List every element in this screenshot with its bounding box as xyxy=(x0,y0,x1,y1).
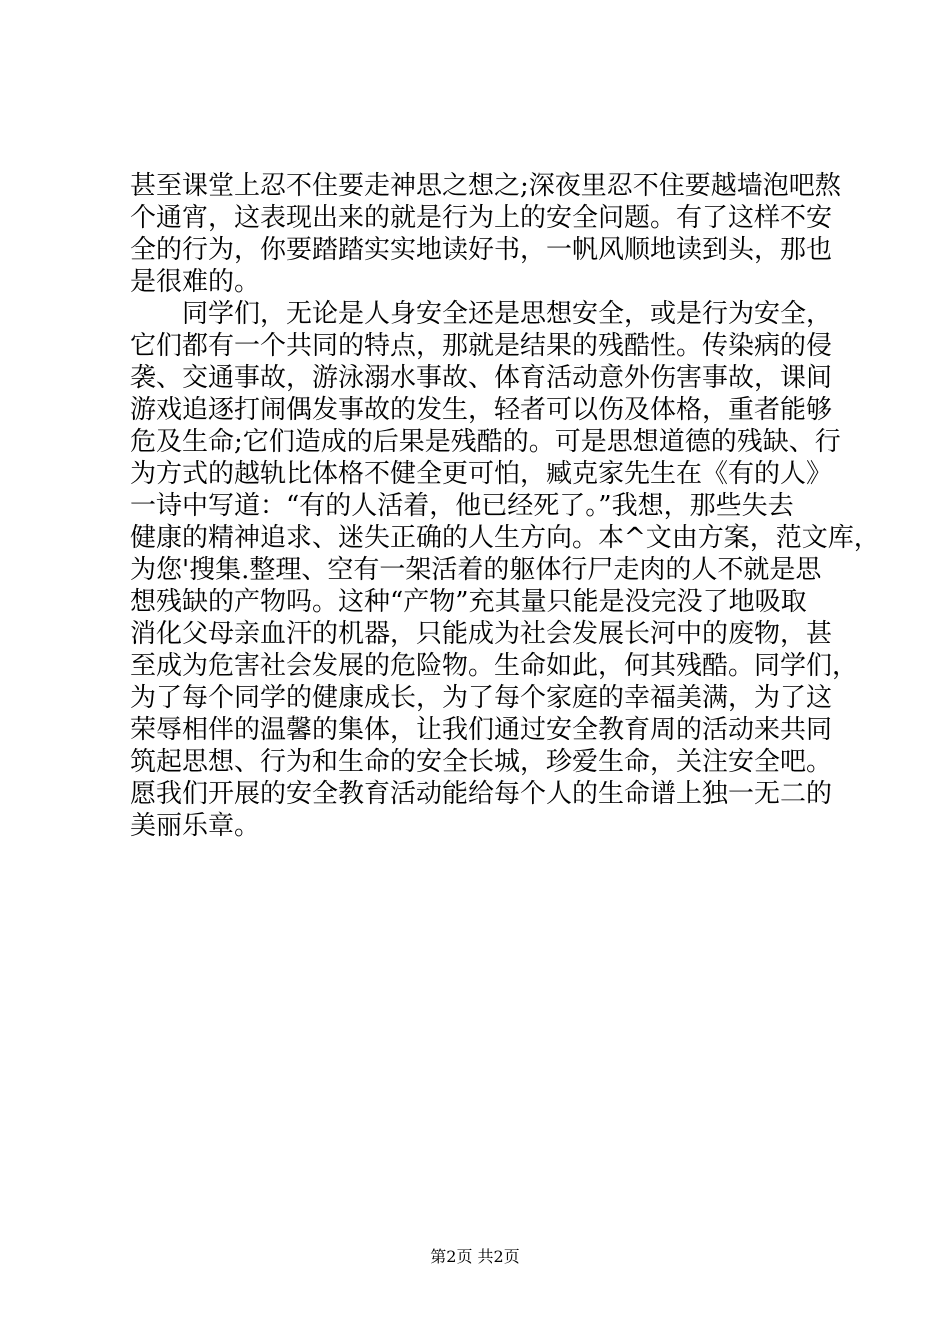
text-line: 一诗中写道：“有的人活着，他已经死了。”我想，那些失去 xyxy=(130,491,794,521)
text-line: 想残缺的产物吗。这种“产物”充其量只能是没完没了地吸取 xyxy=(130,587,807,617)
text-line: 甚至课堂上忍不住要走神思之想之;深夜里忍不住要越墙泡吧熬 xyxy=(130,171,841,201)
text-line: 是很难的。 xyxy=(130,267,261,297)
text-line: 同学们，无论是人身安全还是思想安全，或是行为安全， xyxy=(130,299,833,329)
text-line: 游戏追逐打闹偶发事故的发生，轻者可以伤及体格，重者能够 xyxy=(130,395,833,425)
text-line: 健康的精神追求、迷失正确的人生方向。本^文由方案，范文库， xyxy=(130,523,880,553)
text-line: 它们都有一个共同的特点，那就是结果的残酷性。传染病的侵 xyxy=(130,331,833,361)
text-line: 荣辱相伴的温馨的集体，让我们通过安全教育周的活动来共同 xyxy=(130,715,833,745)
text-line: 美丽乐章。 xyxy=(130,811,261,841)
text-line: 全的行为，你要踏踏实实地读好书，一帆风顺地读到头，那也 xyxy=(130,235,833,265)
text-line: 个通宵，这表现出来的就是行为上的安全问题。有了这样不安 xyxy=(130,203,833,233)
text-line: 为方式的越轨比体格不健全更可怕，臧克家先生在《有的人》 xyxy=(130,459,833,489)
text-line: 为您'搜集.整理、空有一架活着的躯体行尸走肉的人不就是思 xyxy=(130,555,822,585)
text-line: 危及生命;它们造成的后果是残酷的。可是思想道德的残缺、行 xyxy=(130,427,841,457)
text-line: 袭、交通事故，游泳溺水事故、体育活动意外伤害事故，课间 xyxy=(130,363,833,393)
body-text xyxy=(130,170,880,842)
page-footer xyxy=(0,1244,950,1267)
text-line: 至成为危害社会发展的危险物。生命如此，何其残酷。同学们， xyxy=(130,651,859,681)
text-line: 筑起思想、行为和生命的安全长城，珍爱生命，关注安全吧。 xyxy=(130,747,833,777)
text-line: 愿我们开展的安全教育活动能给每个人的生命谱上独一无二的 xyxy=(130,779,833,809)
text-line: 为了每个同学的健康成长，为了每个家庭的幸福美满，为了这 xyxy=(130,683,833,713)
page-number: 第2页 共2页 xyxy=(430,1247,520,1266)
text-line: 消化父母亲血汗的机器，只能成为社会发展长河中的废物，甚 xyxy=(130,619,833,649)
